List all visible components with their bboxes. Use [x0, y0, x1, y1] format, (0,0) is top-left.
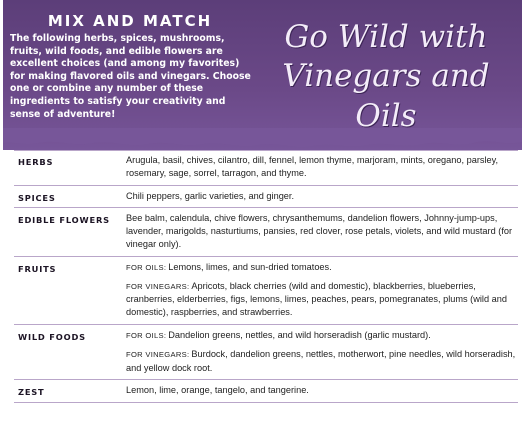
row-content	[126, 150, 518, 185]
usage-prefix: FOR VINEGARS:	[126, 349, 190, 359]
table-row	[14, 325, 518, 380]
row-content	[126, 257, 518, 324]
ingredient-list: Dandelion greens, nettles, and wild horseradish (garlic mustard).	[168, 329, 431, 340]
sidebar-intro-text: The following herbs, spices, mushrooms, fruits, wild foods, and edible flowers are excellent choices (and among my favorites) for making flavored oils and vinegars. Choose one or combine any number of these ingredients to satisfy your creativity and sense of adventure!	[10, 33, 251, 120]
table-row	[14, 257, 518, 325]
row-paragraph	[126, 212, 518, 250]
row-label: EDIBLE FLOWERS	[18, 215, 110, 226]
row-content	[126, 380, 518, 402]
row-label: HERBS	[18, 157, 54, 167]
ingredient-list: Apricots, black cherries (wild and domestic), blackberries, blueberries, cranberries, elderberries, figs, lemons, limes, peaches, pears, pomegranates, plums (wild and domestic), raspberries, and strawberries.	[126, 280, 507, 318]
ingredient-list: Chili peppers, garlic varieties, and ginger.	[126, 190, 295, 201]
page-title	[256, 18, 516, 136]
usage-prefix: FOR OILS:	[126, 330, 167, 340]
ingredient-list: Burdock, dandelion greens, nettles, motherwort, pine needles, wild horseradish, and yellow dock root.	[126, 348, 516, 373]
row-label: ZEST	[18, 387, 45, 398]
row-label: WILD FOODS	[18, 331, 86, 342]
row-content	[126, 208, 518, 255]
row-paragraph	[126, 280, 518, 319]
row-paragraph	[126, 348, 518, 375]
row-label: FRUITS	[18, 263, 57, 274]
table-row	[14, 186, 518, 209]
ingredient-list: Lemon, lime, orange, tangelo, and tangerine.	[126, 385, 309, 396]
page-title-line-1: Go Wild with	[284, 19, 488, 55]
row-paragraph	[126, 384, 518, 397]
table-row	[14, 150, 518, 186]
row-label: SPICES	[18, 192, 56, 203]
usage-prefix: FOR VINEGARS:	[126, 281, 190, 291]
row-paragraph	[126, 329, 518, 343]
row-paragraph	[126, 154, 518, 180]
ingredients-table	[14, 150, 518, 403]
ingredient-list: Arugula, basil, chives, cilantro, dill, fennel, lemon thyme, marjoram, mints, oregano, parsley, rosemary, sage, sorrel, tarragon, and thyme.	[126, 155, 499, 178]
ingredient-list: Bee balm, calendula, chive flowers, chrysanthemums, dandelion flowers, Johnny-jump-ups, lavender, marigolds, nasturtiums, pansies, red clover, rose petals, violets, and wild mustard (for vinegar only).	[126, 213, 513, 249]
table-row	[14, 208, 518, 256]
table-row	[14, 380, 518, 403]
sidebar-title: MIX AND MATCH	[47, 12, 213, 30]
row-content	[126, 186, 518, 208]
page-title-line-2: Vinegars and Oils	[282, 58, 490, 134]
usage-prefix: FOR OILS:	[126, 262, 167, 272]
ingredient-list: Lemons, limes, and sun-dried tomatoes.	[168, 261, 332, 272]
row-content	[126, 325, 518, 379]
row-paragraph	[126, 261, 518, 275]
row-paragraph	[126, 190, 518, 203]
